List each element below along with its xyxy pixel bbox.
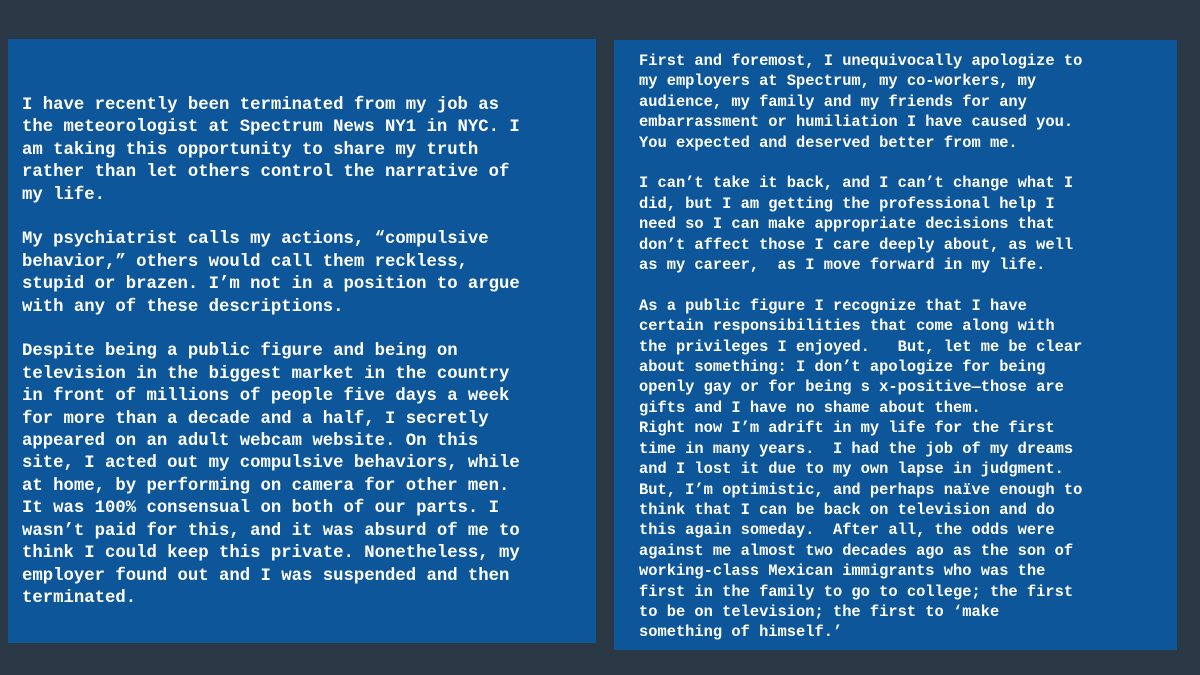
statement-left-panel	[8, 39, 596, 643]
statement-paragraph-6: As a public figure I recognize that I have certain responsibilities that come along with the privileges I enjoyed. But, let me be clear about something: I don’t apologize for being openly gay or for being s x-positive—those are gifts and I have no shame about them.	[639, 296, 1083, 417]
statement-right-panel	[614, 40, 1177, 650]
statement-paragraph-1: I have recently been terminated from my job as the meteorologist at Spectrum News NY1 in NYC. I am taking this opportunity to share my truth rather than let others control the narrative of my life.	[22, 96, 520, 205]
statement-paragraph-5: I can’t take it back, and I can’t change what I did, but I am getting the professional help I need so I can make appropriate decisions that don’t affect those I care deeply about, as well as my career, as I move forward in my life.	[639, 174, 1074, 275]
statement-paragraph-7: Right now I’m adrift in my life for the first time in many years. I had the job of my dreams and I lost it due to my own lapse in judgment. But, I’m optimistic, and perhaps naïve enough to think that I can be back on television and do this again someday. After all, the odds were against me almost two decades ago as the son of working-class Mexican immigrants who was the first in the family to go to college; the first to be on television; the first to ‘make something of himself.’	[639, 419, 1083, 642]
statement-paragraph-4: First and foremost, I unequivocally apologize to my employers at Spectrum, my co-workers, my audience, my family and my friends for any embarrassment or humiliation I have caused you. You expected and deserved better from me.	[639, 52, 1083, 152]
statement-paragraph-2: My psychiatrist calls my actions, “compulsive behavior,” others would call them reckless, stupid or brazen. I’m not in a position to argue with any of these descriptions.	[22, 230, 520, 317]
statement-paragraph-3: Despite being a public figure and being on television in the biggest market in the country in front of millions of people five days a week for more than a decade and a half, I secretly appeared on an adult webcam website. On this site, I acted out my compulsive behaviors, while at home, by performing on camera for other men. It was 100% consensual on both of our parts. I wasn’t paid for this, and it was absurd of me to think I could keep this private. Nonetheless, my employer found out and I was suspended and then terminated.	[22, 342, 520, 608]
